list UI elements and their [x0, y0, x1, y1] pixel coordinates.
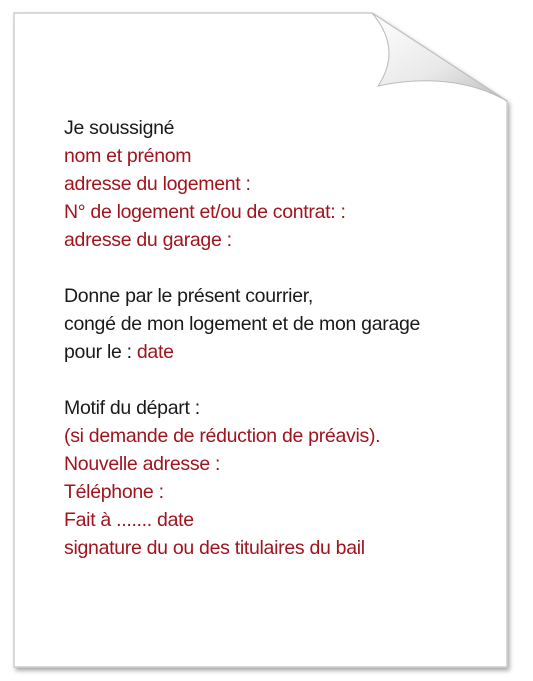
- phone-field: Téléphone :: [64, 481, 164, 503]
- notice-date-prefix: pour le :: [64, 341, 137, 363]
- notice-line-3: [64, 338, 494, 366]
- notice-line-1: Donne par le présent courrier,: [64, 285, 313, 307]
- garage-address-field: adresse du garage :: [64, 229, 232, 251]
- signature-field: signature du ou des titulaires du bail: [64, 537, 365, 559]
- intro-line: Je soussigné: [64, 117, 175, 139]
- notice-line-2: congé de mon logement et de mon garage: [64, 313, 421, 335]
- new-address-field: Nouvelle adresse :: [64, 453, 221, 475]
- reason-note: (si demande de réduction de préavis).: [64, 425, 381, 447]
- housing-address-field: adresse du logement :: [64, 173, 251, 195]
- done-at-field: Fait à ....... date: [64, 509, 194, 531]
- name-field: nom et prénom: [64, 145, 192, 167]
- housing-number-field: N° de logement et/ou de contrat: :: [64, 201, 346, 223]
- reason-label: Motif du départ :: [64, 397, 200, 419]
- notice-date-field: date: [136, 341, 174, 363]
- letter-body: [64, 114, 494, 562]
